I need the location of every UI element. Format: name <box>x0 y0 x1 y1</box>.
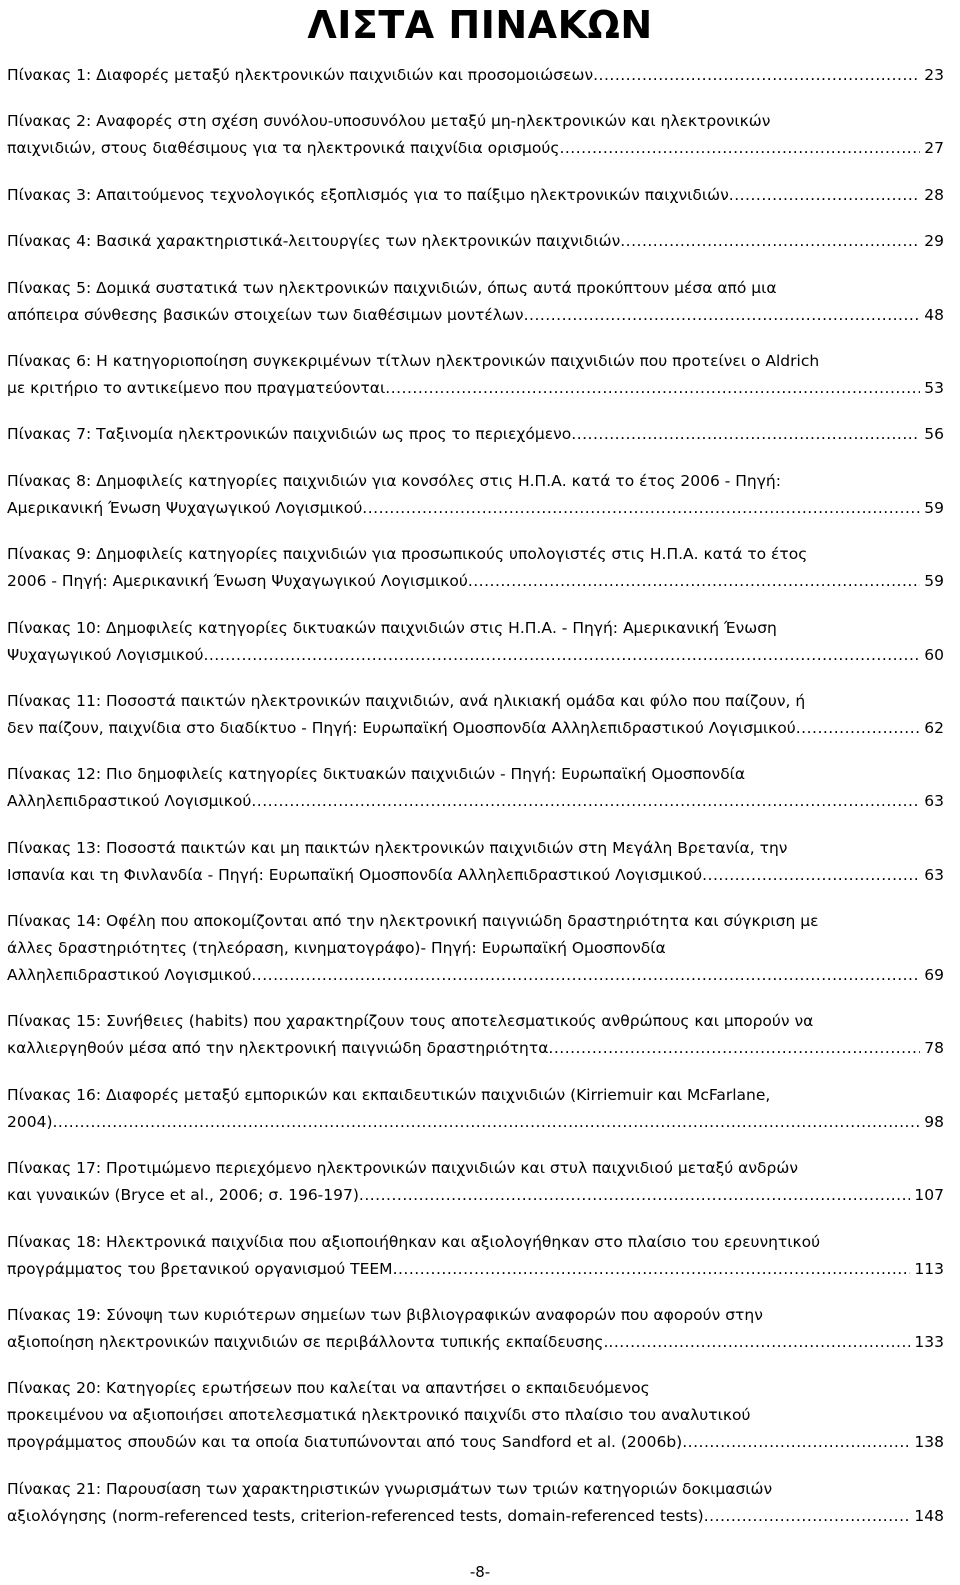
toc-entry-lastline <box>7 421 944 448</box>
toc-entry-page-number: 59 <box>924 572 944 591</box>
toc-entry-text: παιχνιδιών, στους διαθέσιμους για τα ηλεκτρονικά παιχνίδια ορισμούς <box>7 139 560 158</box>
toc-entry[interactable] <box>7 1476 944 1530</box>
toc-entry-text: Αλληλεπιδραστικού Λογισμικού <box>7 792 252 811</box>
toc-entry-lastline <box>7 788 944 815</box>
toc-entry-lastline <box>7 375 944 402</box>
toc-entry-text: Πίνακας 17: Προτιμώμενο περιεχόμενο ηλεκτρονικών παιχνιδιών και στυλ παιχνιδιού μεταξύ ανδρών <box>7 1159 799 1178</box>
toc-entry[interactable] <box>7 228 944 255</box>
toc-entry[interactable] <box>7 348 944 402</box>
toc-entry-text: Πίνακας 13: Ποσοστά παικτών και μη παικτών ηλεκτρονικών παιχνιδιών στη Μεγάλη Βρετανία, την <box>7 838 788 857</box>
toc-entry-page-number: 107 <box>914 1186 944 1205</box>
toc-entry-text: Πίνακας 5: Δομικά συστατικά των ηλεκτρονικών παιχνιδιών, όπως αυτά προκύπτουν μέσα από μια <box>7 278 777 297</box>
toc-entry-page-number: 148 <box>914 1506 944 1525</box>
toc-entry-lastline <box>7 642 944 669</box>
toc-entry[interactable] <box>7 108 944 162</box>
toc-entry-page-number: 53 <box>924 378 944 397</box>
toc-entry-lastline <box>7 1182 944 1209</box>
toc-entry-text: Πίνακας 8: Δημοφιλείς κατηγορίες παιχνιδιών για κονσόλες στις Η.Π.Α. κατά το έτος 2006 - Πηγή: <box>7 471 781 490</box>
toc-entry-page-number: 56 <box>924 425 944 444</box>
toc-entry[interactable] <box>7 835 944 889</box>
dot-leader <box>53 1109 921 1136</box>
dot-leader <box>251 962 920 989</box>
dot-leader <box>571 421 920 448</box>
toc-entry-page-number: 98 <box>924 1112 944 1131</box>
dot-leader <box>524 302 921 329</box>
toc-entry[interactable] <box>7 1082 944 1136</box>
toc-entry[interactable] <box>7 1008 944 1062</box>
toc-entry[interactable] <box>7 615 944 669</box>
toc-entry-lastline <box>7 228 944 255</box>
toc-entry-text: Πίνακας 6: Η κατηγοριοποίηση συγκεκριμένων τίτλων ηλεκτρονικών παιχνιδιών που προτείνει ο Aldrich <box>7 351 820 370</box>
dot-leader <box>385 375 920 402</box>
toc-entry-page-number: 27 <box>924 139 944 158</box>
toc-entry-text: με κριτήριο το αντικείμενο που πραγματεύονται <box>7 378 386 397</box>
toc-entry-text: προγράμματος σπουδών και τα οποία διατυπώνονται από τους Sandford et al. (2006b) <box>7 1433 683 1452</box>
dot-leader <box>362 495 920 522</box>
toc-entry-text: Πίνακας 15: Συνήθειες (habits) που χαρακτηρίζουν τους αποτελεσματικούς ανθρώπους και μπορούν να <box>7 1012 814 1031</box>
toc-entry-lastline <box>7 135 944 162</box>
dot-leader <box>608 1329 910 1356</box>
toc-entry-lastline <box>7 862 944 889</box>
toc-entry-text: 2006 - Πηγή: Αμερικανική Ένωση Ψυχαγωγικού Λογισμικού <box>7 572 468 591</box>
toc-entry-text: Ψυχαγωγικού Λογισμικού <box>7 645 204 664</box>
toc-entry[interactable] <box>7 541 944 595</box>
toc-entry-text: δεν παίζουν, παιχνίδια στο διαδίκτυο - Πηγή: Ευρωπαϊκή Ομοσπονδία Αλληλεπιδραστικού Λογισμικού <box>7 718 796 737</box>
dot-leader <box>620 228 920 255</box>
toc-entry[interactable] <box>7 761 944 815</box>
toc-entry-text: Πίνακας 11: Ποσοστά παικτών ηλεκτρονικών παιχνιδιών, ανά ηλικιακή ομάδα και φύλο που παίζουν, ή <box>7 691 806 710</box>
toc-entry-text: 2004) <box>7 1112 53 1131</box>
dot-leader <box>702 862 920 889</box>
toc-entry-text: αξιολόγησης (norm-referenced tests, criterion-referenced tests, domain-referenced tests) <box>7 1506 704 1525</box>
toc-entry[interactable] <box>7 275 944 329</box>
toc-entry-text: Πίνακας 2: Αναφορές στη σχέση συνόλου-υποσυνόλου μεταξύ μη-ηλεκτρονικών και ηλεκτρονικών <box>7 112 771 131</box>
toc-entry-text: προκειμένου να αξιοποιήσει αποτελεσματικά ηλεκτρονικό παιχνίδι στο πλαίσιο του αναλυτικού <box>7 1406 751 1425</box>
toc-entry-text: Ισπανία και τη Φινλανδία - Πηγή: Ευρωπαϊκή Ομοσπονδία Αλληλεπιδραστικού Λογισμικού <box>7 865 703 884</box>
toc-entry-text: Πίνακας 1: Διαφορές μεταξύ ηλεκτρονικών παιχνιδιών και προσομοιώσεων <box>7 66 594 84</box>
toc-entry[interactable] <box>7 688 944 742</box>
toc-entry-page-number: 60 <box>924 645 944 664</box>
dot-leader <box>548 1035 920 1062</box>
toc-entry-text: Πίνακας 10: Δημοφιλείς κατηγορίες δικτυακών παιχνιδιών στις Η.Π.Α. - Πηγή: Αμερικανική Ένωση <box>7 618 777 637</box>
toc-entry-page-number: 28 <box>924 185 944 204</box>
toc-entry-lastline <box>7 62 944 89</box>
toc-entry-text: άλλες δραστηριότητες (τηλεόραση, κινηματογράφο)- Πηγή: Ευρωπαϊκή Ομοσπονδία <box>7 939 666 958</box>
toc-entry-lastline <box>7 1035 944 1062</box>
toc-entry-page-number: 59 <box>924 498 944 517</box>
toc-entry[interactable] <box>7 182 944 209</box>
page-title: ΛΙΣΤΑ ΠΙΝΑΚΩΝ <box>307 3 653 47</box>
toc-entry-lastline <box>7 1503 944 1530</box>
toc-entry-text: Πίνακας 14: Οφέλη που αποκομίζονται από την ηλεκτρονική παιγνιώδη δραστηριότητα και σύγκριση με <box>7 912 819 931</box>
dot-leader <box>796 715 921 742</box>
dot-leader <box>203 642 920 669</box>
toc-entry-text: Πίνακας 19: Σύνοψη των κυριότερων σημείων των βιβλιογραφικών αναφορών που αφορούν στην <box>7 1306 763 1325</box>
toc-entry-page-number: 133 <box>914 1333 944 1352</box>
toc-entry-text: Πίνακας 3: Απαιτούμενος τεχνολογικός εξοπλισμός για το παίξιμο ηλεκτρονικών παιχνιδιών <box>7 185 729 204</box>
toc-entry[interactable] <box>7 468 944 522</box>
dot-leader <box>729 182 921 209</box>
toc-entry-page-number: 138 <box>914 1433 944 1452</box>
toc-entry-lastline <box>7 568 944 595</box>
toc-entry-lastline <box>7 495 944 522</box>
toc-entry[interactable] <box>7 908 944 989</box>
toc-entry-text: αξιοποίηση ηλεκτρονικών παιχνιδιών σε περιβάλλοντα τυπικής εκπαίδευσης. <box>7 1333 609 1352</box>
toc-entry-text: Πίνακας 12: Πιο δημοφιλείς κατηγορίες δικτυακών παιχνιδιών - Πηγή: Ευρωπαϊκή Ομοσπονδία <box>7 765 746 784</box>
toc-entry[interactable] <box>7 1375 944 1456</box>
toc-entry-text: Πίνακας 20: Κατηγορίες ερωτήσεων που καλείται να απαντήσει ο εκπαιδευόμενος <box>7 1379 650 1398</box>
toc-entry-text: Πίνακας 7: Ταξινομία ηλεκτρονικών παιχνιδιών ως προς το περιεχόμενο <box>7 425 572 444</box>
toc-entry[interactable] <box>7 421 944 448</box>
toc-entry-text: καλλιεργηθούν μέσα από την ηλεκτρονική παιγνιώδη δραστηριότητα <box>7 1039 549 1058</box>
toc-entry-page-number: 63 <box>924 865 944 884</box>
dot-leader <box>704 1503 911 1530</box>
toc-entry[interactable] <box>7 62 944 89</box>
toc-entry[interactable] <box>7 1229 944 1283</box>
toc-entry-text: απόπειρα σύνθεσης βασικών στοιχείων των διαθέσιμων μοντέλων <box>7 305 524 324</box>
list-of-tables <box>7 62 944 1549</box>
toc-entry-text: και γυναικών (Bryce et al., 2006; σ. 196-197) <box>7 1186 359 1205</box>
toc-entry-text: Πίνακας 9: Δημοφιλείς κατηγορίες παιχνιδιών για προσωπικούς υπολογιστές στις Η.Π.Α. κατά το έτος <box>7 545 808 564</box>
dot-leader <box>251 788 920 815</box>
toc-entry[interactable] <box>7 1155 944 1209</box>
toc-entry[interactable] <box>7 1302 944 1356</box>
toc-entry-lastline <box>7 715 944 742</box>
toc-entry-text: Πίνακας 16: Διαφορές μεταξύ εμπορικών και εκπαιδευτικών παιχνιδιών (Kirriemuir και McFarlane, <box>7 1085 771 1104</box>
toc-entry-text: Πίνακας 21: Παρουσίαση των χαρακτηριστικών γνωρισμάτων των τριών κατηγοριών δοκιμασιών <box>7 1479 773 1498</box>
page-number: -8- <box>469 1563 491 1581</box>
toc-entry-text: Πίνακας 4: Βασικά χαρακτηριστικά-λειτουργίες των ηλεκτρονικών παιχνιδιών <box>7 232 621 251</box>
dot-leader <box>393 1256 911 1283</box>
toc-entry-page-number: 78 <box>924 1039 944 1058</box>
toc-entry-lastline <box>7 1329 944 1356</box>
toc-entry-page-number: 69 <box>924 966 944 985</box>
toc-entry-page-number: 62 <box>924 718 944 737</box>
dot-leader <box>468 568 920 595</box>
toc-entry-text: προγράμματος του βρετανικού οργανισμού TEEM <box>7 1259 393 1278</box>
dot-leader <box>559 135 920 162</box>
dot-leader <box>593 62 920 89</box>
toc-entry-page-number: 23 <box>924 66 944 84</box>
toc-entry-text: Αμερικανική Ένωση Ψυχαγωγικού Λογισμικού <box>7 498 363 517</box>
toc-entry-lastline <box>7 1429 944 1456</box>
toc-entry-page-number: 113 <box>914 1259 944 1278</box>
toc-entry-text: Πίνακας 18: Ηλεκτρονικά παιχνίδια που αξιοποιήθηκαν και αξιολογήθηκαν στο πλαίσιο του ερευνητικού <box>7 1232 821 1251</box>
toc-entry-page-number: 63 <box>924 792 944 811</box>
toc-entry-lastline <box>7 962 944 989</box>
toc-entry-text: Αλληλεπιδραστικού Λογισμικού <box>7 966 252 985</box>
dot-leader <box>359 1182 911 1209</box>
dot-leader <box>682 1429 910 1456</box>
toc-entry-lastline <box>7 302 944 329</box>
toc-entry-page-number: 48 <box>924 305 944 324</box>
toc-entry-lastline <box>7 182 944 209</box>
toc-entry-lastline <box>7 1256 944 1283</box>
toc-entry-lastline <box>7 1109 944 1136</box>
toc-entry-page-number: 29 <box>924 232 944 251</box>
